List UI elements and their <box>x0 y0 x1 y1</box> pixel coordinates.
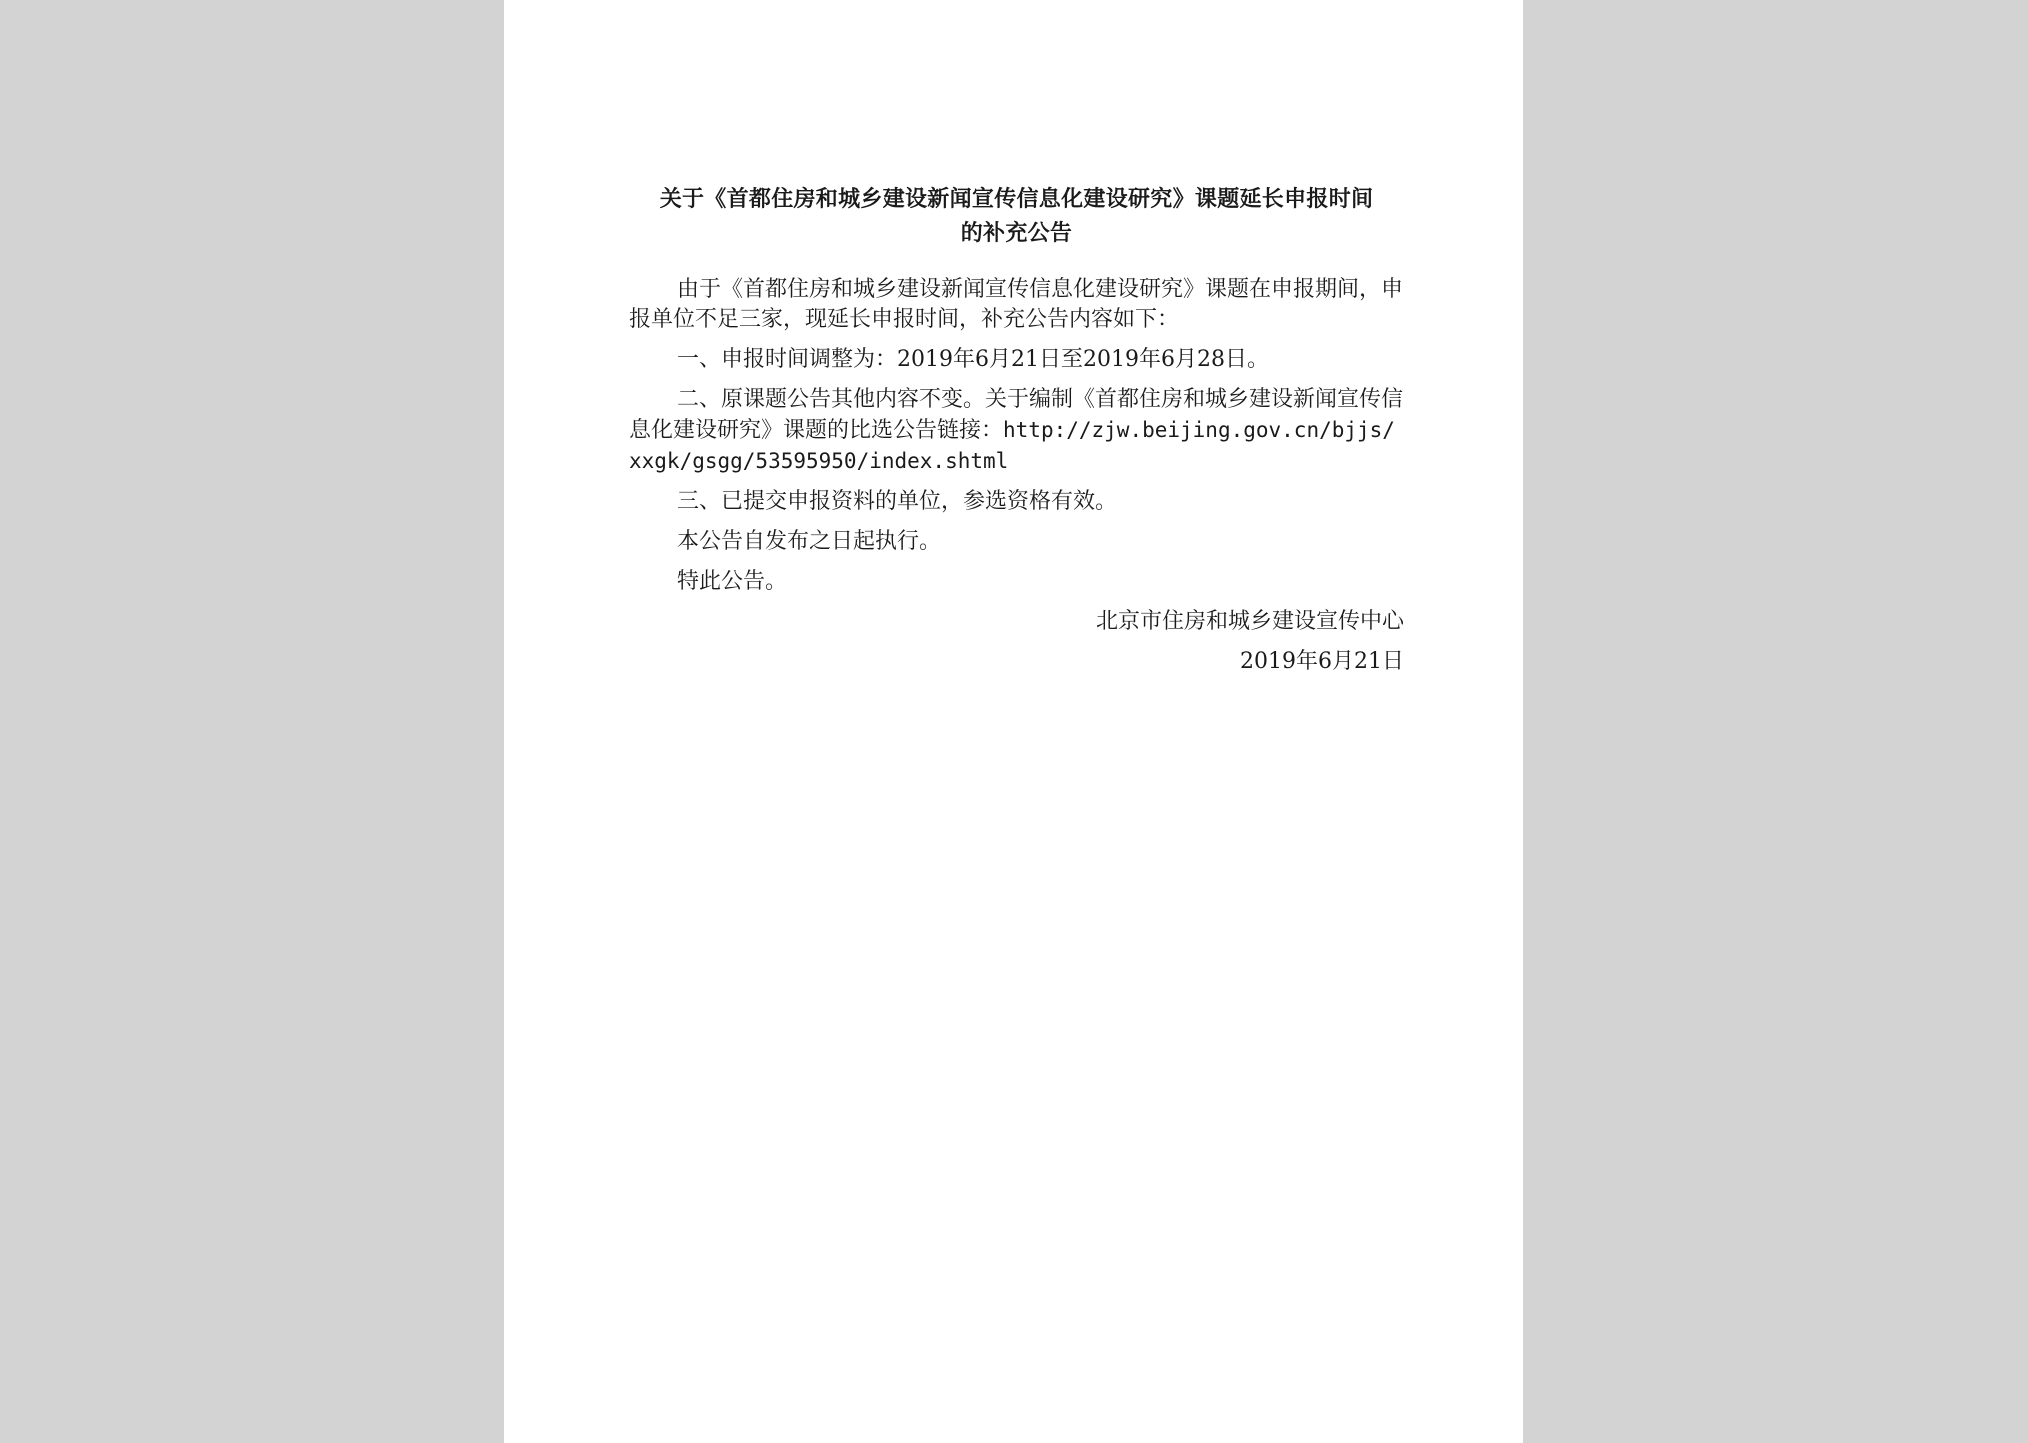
signatory: 北京市住房和城乡建设宣传中心 <box>1095 609 1404 634</box>
document-content <box>629 183 1404 677</box>
effective-paragraph: 本公告自发布之日起执行。 <box>677 529 942 554</box>
item-2-text: 二、原课题公告其他内容不变。关于编制《首都住房和城乡建设新闻宣传信息化建设研究》课题的比选公告链接： <box>629 387 1404 443</box>
document-title <box>629 183 1404 251</box>
title-line-2: 的补充公告 <box>960 221 1073 246</box>
closing-paragraph: 特此公告。 <box>677 569 788 594</box>
item-2-paragraph <box>629 385 1404 477</box>
item-1-paragraph: 一、申报时间调整为：2019年6月21日至2019年6月28日。 <box>677 347 1269 372</box>
title-line-1: 关于《首都住房和城乡建设新闻宣传信息化建设研究》课题延长申报时间 <box>659 187 1374 212</box>
intro-paragraph: 由于《首都住房和城乡建设新闻宣传信息化建设研究》课题在申报期间，申报单位不足三家，现延长申报时间，补充公告内容如下： <box>629 277 1404 332</box>
document-page <box>504 0 1523 1443</box>
item-3-paragraph: 三、已提交申报资料的单位，参选资格有效。 <box>677 489 1118 514</box>
signature-date: 2019年6月21日 <box>1240 649 1404 674</box>
announcement-link[interactable]: http://zjw.beijing.gov.cn/bjjs/xxgk/gsgg/53595950/index.shtml <box>629 418 1395 473</box>
